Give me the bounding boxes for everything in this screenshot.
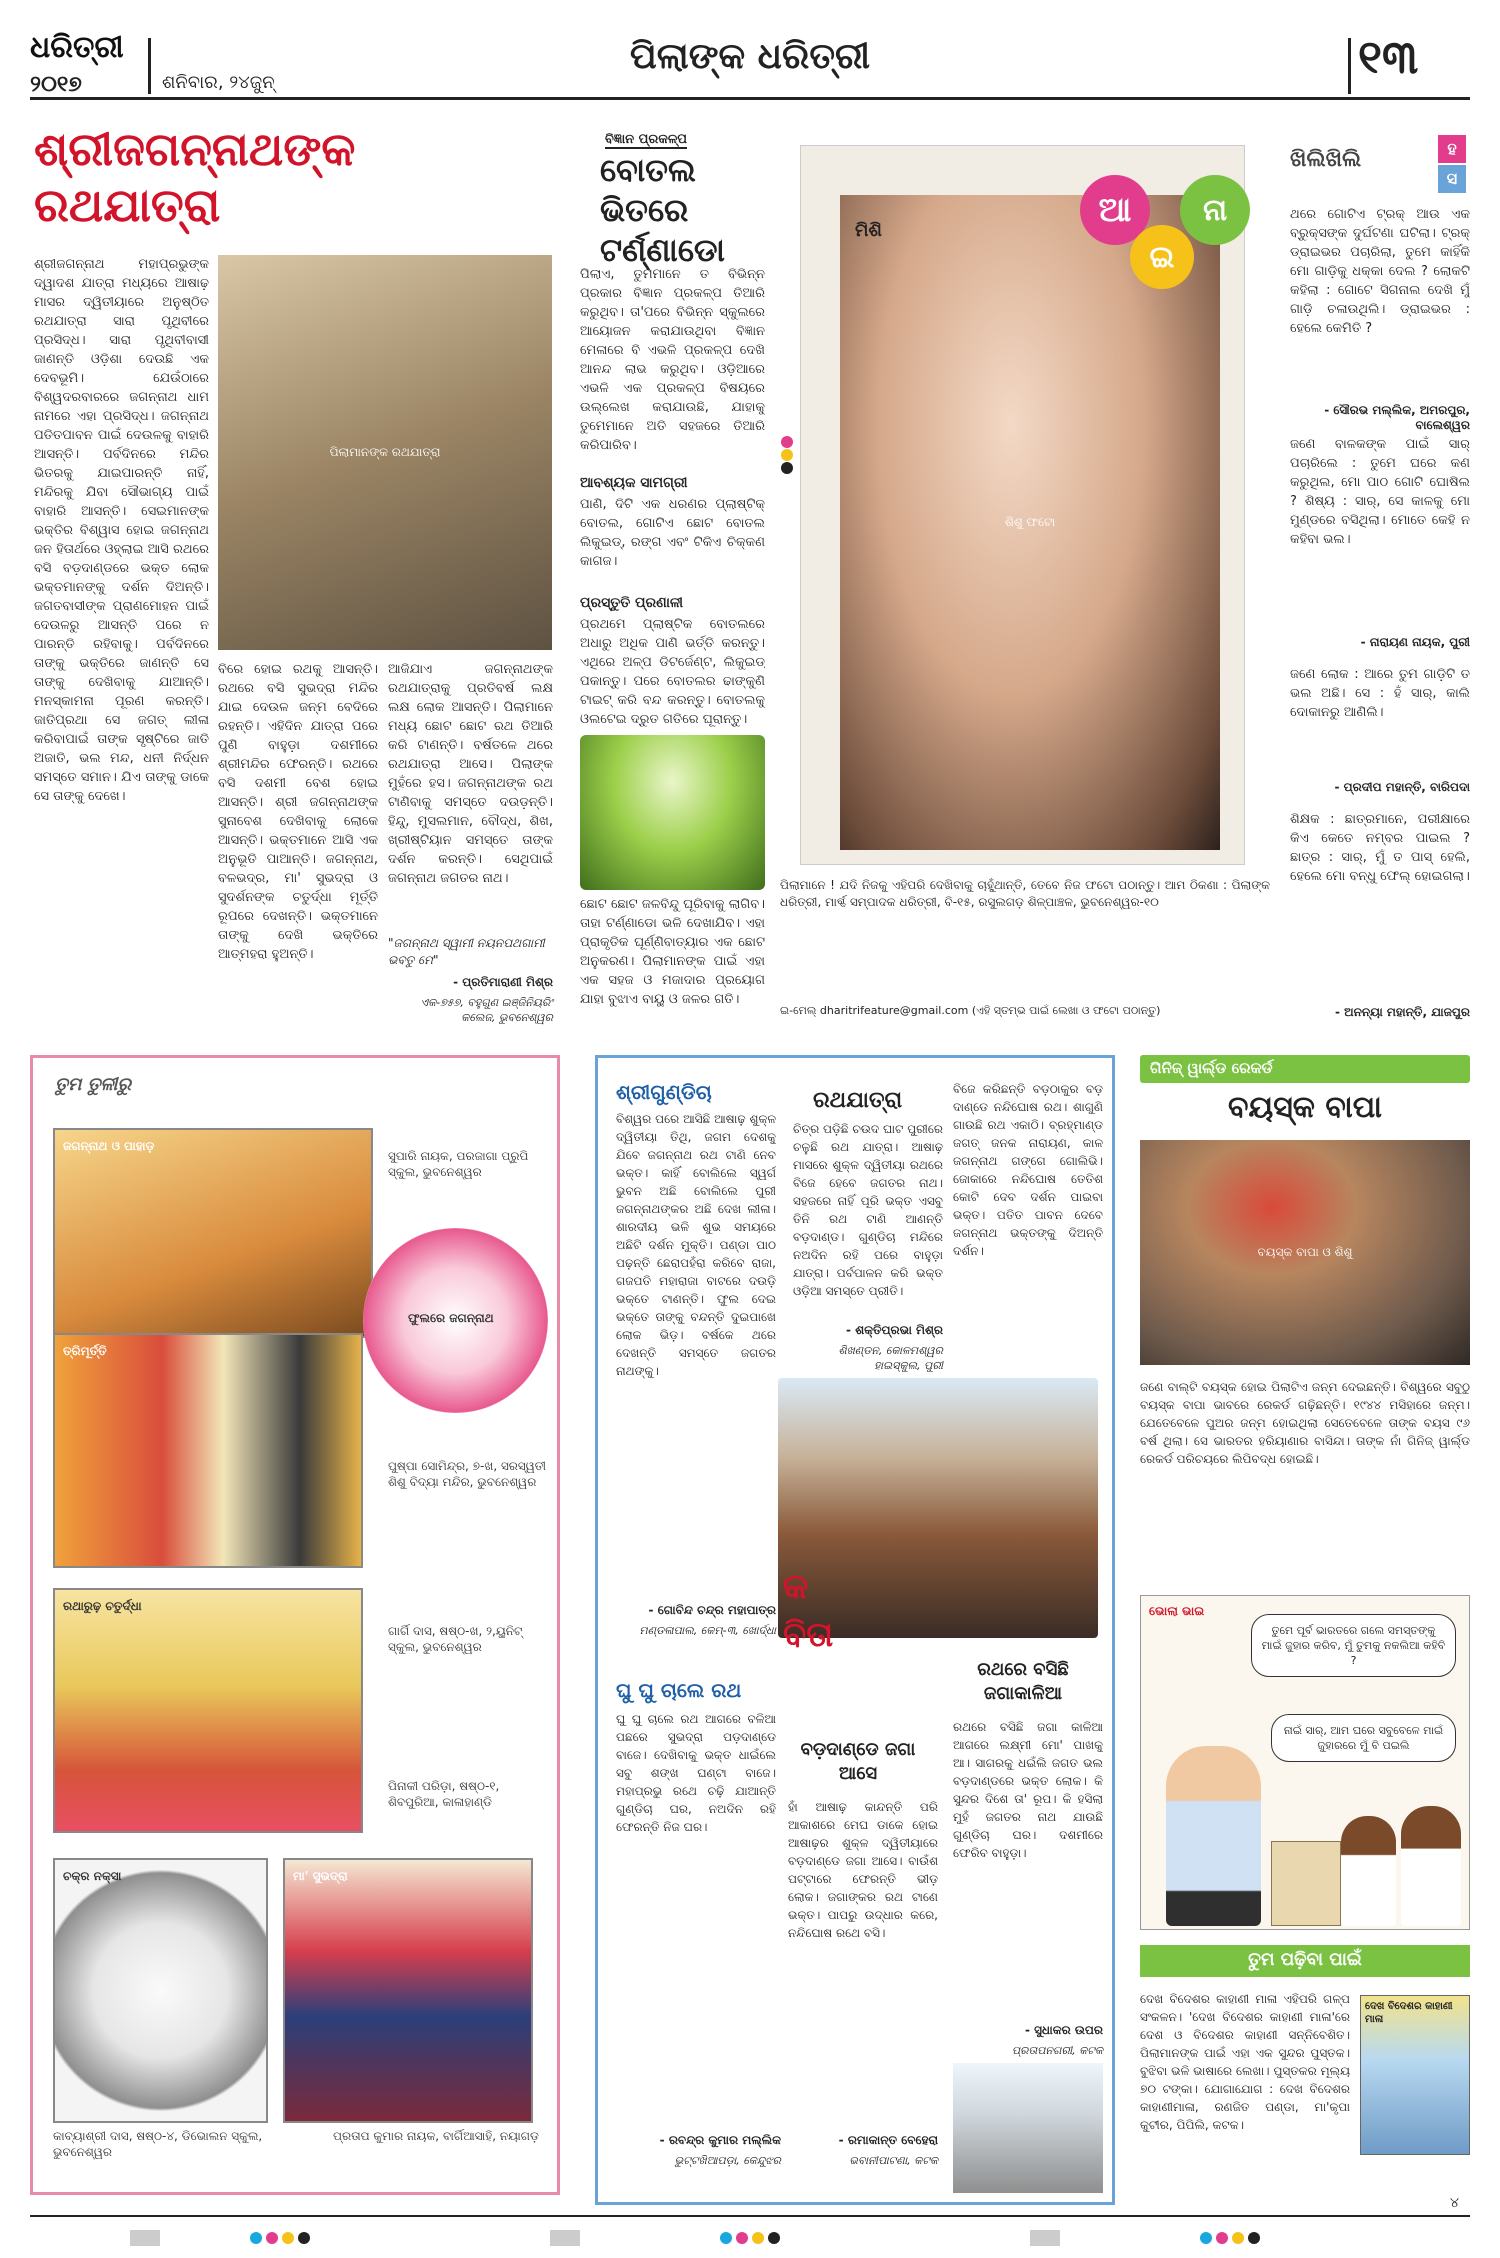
aina-letter-2: ଇ <box>1130 225 1194 289</box>
tumatuli-drawing-4 <box>53 1588 363 1833</box>
guinness-title: ବୟସ୍କ ବାପା <box>1228 1090 1382 1125</box>
badadande-place: ଭବାନୀପାଟଣା, କଟକ <box>849 2154 938 2167</box>
aina-section <box>780 135 1270 1040</box>
tumatuli-drawing-5 <box>53 1858 268 2123</box>
science-bottle-image <box>580 735 765 890</box>
khili-badge-bottom: ସ <box>1438 165 1466 193</box>
khili-joke-1: ଥରେ ଗୋଟିଏ ଟ୍ରକ୍ ଆଉ ଏକ ବ୍ରୁକ୍ସଙ୍କ ଦୁର୍ଘଟଣା ଘଟିଲା। ଟ୍ରକ୍ ଡ୍ରାଇଭର ପଚାରିଲା, ତୁମେ କାହିଁକି ମୋ ଗାଡ଼ିକୁ ଧକ୍କା ଦେଲ ? ଲୋକଟି କହିଲା : ଗୋଟେ ସିଗନାଲ ଦେଖି ମୁଁ ଗାଡ଼ି ଚଳାଉଥିଲି। ଡ୍ରାଇଭର : ହେଲେ କେମିତି ? <box>1290 207 1470 336</box>
header-date: ଶନିବାର, ୨୪ଜୁନ୍ <box>162 72 275 93</box>
tumatuli-drawing-1 <box>53 1128 373 1338</box>
lead-col3: ବିରେ ହୋଇ ରଥକୁ ଆସନ୍ତି। ରଥରେ ବସି ସୁଭଦ୍ରା ମନ୍ଦିର ଯାଇ ଦେଉଳ ଜନ୍ମ ବେଦିରେ ରହନ୍ତି। ଏହିଦିନ ଯାତ୍ରା ପରେ ପୁଣି ବାହୁଡ଼ା ଦଶମୀରେ ଶ୍ରୀମନ୍ଦିର ଫେରନ୍ତି। ରଥରେ ବସି ଦଶମୀ ବେଶ ହୋଇ ଆସନ୍ତି। ଶ୍ରୀ ଜଗନ୍ନାଥଙ୍କ ସୁନାବେଶ ଦେଖିବାକୁ ଲୋକେ ଆସନ୍ତି। ଭକ୍ତମାନେ ଆସି ଏକ ଅନୁଭୂତି ପାଆନ୍ତି। ଜଗନ୍ନାଥ, ବଳଭଦ୍ର, ମା' ସୁଭଦ୍ରା ଓ ସୁଦର୍ଶନଙ୍କ ଚତୁର୍ଦ୍ଧା ମୂର୍ତ୍ତି ରୂପରେ ଦେଖନ୍ତି। ଭକ୍ତମାନେ ତାଙ୍କୁ ଦେଖି ଭକ୍ତିରେ ଆତ୍ମହରା ହୁଅନ୍ତି। <box>218 662 378 962</box>
header <box>30 30 1470 100</box>
khili-joke-3-author: - ପ୍ରଦୀପ ମହାନ୍ତି, ବାରିପଦା <box>1334 780 1470 794</box>
science-method-heading: ପ୍ରସ୍ତୁତି ପ୍ରଣାଳୀ <box>580 595 684 611</box>
rathayatra-place: ଶିଖଣ୍ଡନ, କୋଳମଶ୍ୱର ହାଇସ୍କୁଲ, ପୁରୀ <box>838 1344 943 1372</box>
tumatuli-drawing-5-label: ଚକ୍ର ନକ୍ସା <box>63 1869 122 1883</box>
guinness-photo-label: ବୟସ୍କ ବାପା ଓ ଶିଶୁ <box>1257 1245 1353 1259</box>
cartoon-label: ଭୋଲା ଭାଇ <box>1149 1604 1205 1618</box>
header-year: ୨୦୧୭ <box>30 72 82 97</box>
cartoon-teacher <box>1166 1746 1261 1926</box>
science-materials: ପାଣି, ଦିଟି ଏକ ଧରଣର ପ୍ଲାଷ୍ଟିକ୍ ବୋତଲ, ଗୋଟିଏ ଛୋଟ ବୋତଲ ଲିକୁଇଡ୍, ରଙ୍ଗ ଏବଂ ଟିକିଏ ଚିକ୍କଣ କାଗଜ। <box>580 497 765 569</box>
jagakalia-author: - ସୁଧାକର ଉପର <box>1024 2023 1103 2037</box>
temple-image <box>953 2063 1103 2193</box>
khili-joke-2-author: - ନାରାୟଣ ନାୟକ, ପୁରୀ <box>1360 635 1470 649</box>
tumatuli-credit-5: କାବ୍ୟାଶ୍ରୀ ଦାସ, ଷଷ୍ଠ-୪, ଡିଭୋଲନ ସ୍କୁଲ, ଭୁବନେଶ୍ୱର <box>53 2129 263 2159</box>
kabita-label: କବିତା <box>783 1567 834 1655</box>
reading-text: ଦେଖ ବିଦେଶର କାହାଣୀ ମାଳା ଏହିପରି ଗଳ୍ପ ସଂକଳନ। 'ଦେଖ ବିଦେଶର କାହାଣୀ ମାଳା'ରେ ଦେଶ ଓ ବିଦେଶର କାହାଣୀ ସନ୍ନିବେଶିତ। ପିଲାମାନଙ୍କ ପାଇଁ ଏହା ଏକ ସୁନ୍ଦର ପୁସ୍ତକ। ବୁଝିବା ଭଳି ଭାଷାରେ ଲେଖା। ପୁସ୍ତକର ମୂଲ୍ୟ ୭୦ ଟଙ୍କା। ଯୋଗାଯୋଗ : ଦେଖ ବିଦେଶର କାହାଣୀମାଳା, ରଣଜିତ ପଣ୍ଡା, ମା'କୃପା କୁଟୀର, ପିପିଲି, କଟକ। <box>1140 1992 1350 2132</box>
lead-quote: "ଜଗନ୍ନାଥ ସ୍ୱାମୀ ନୟନପଥଗାମୀ ଭବତୁ ମେ" <box>388 936 545 967</box>
lead-photo-label: ପିଲାମାନଙ୍କ ରଥଯାତ୍ରା <box>329 445 441 459</box>
gundicha-place: ମଣ୍ଡଳାପାଲ, କେମ୍‌-୩, ଖୋର୍ଦ୍ଧା <box>639 1624 776 1637</box>
aina-dots <box>780 435 800 479</box>
jagakalia-place: ପ୍ରତାପନଗରୀ, କଟକ <box>1011 2044 1103 2057</box>
badadande-title: ବଡ଼ଦାଣ୍ଡେ ଜଗା ଆସେ <box>800 1739 916 1784</box>
tumatuli-credit-3: ଗାର୍ଗି ଦାସ, ଷଷ୍ଠ-ଖ, ୨,ୟୁନିଟ୍ ସ୍କୁଲ, ଭୁବନେଶ୍ୱର <box>388 1624 523 1654</box>
tumatuli-title: ତୁମ ତୁଳୀରୁ <box>55 1074 131 1095</box>
chaka-title: ଘୁ ଘୁ ଚାଲେ ରଥ <box>616 1678 742 1702</box>
masthead-logo: ଧରିତ୍ରୀ <box>30 30 124 65</box>
khili-joke-4: ଶିକ୍ଷକ : ଛାତ୍ରମାନେ, ପରୀକ୍ଷାରେ କିଏ କେତେ ନମ୍ବର ପାଇଲ ? ଛାତ୍ର : ସାର୍, ମୁଁ ତ ପାସ୍ ହେଲି, ହେଲେ ମୋ ବନ୍ଧୁ ଫେଲ୍ ହୋଇଗଲା। <box>1290 812 1470 884</box>
cartoon-bubble-1: ତୁମେ ପୂର୍ବ ଭାରତରେ ଗଲେ ସମସ୍ତଙ୍କୁ ମାଇଁ ଜୁହାର କରିବ, ମୁଁ ତୁମକୁ ନକଲିଆ କହିବି ? <box>1251 1614 1456 1677</box>
cartoon-student-1 <box>1341 1816 1396 1926</box>
lead-col4: ଆଜିଯାଏ ଜଗନ୍ନାଥଙ୍କ ରଥଯାତ୍ରାକୁ ପ୍ରତିବର୍ଷ ଲକ୍ଷ ଲକ୍ଷ ଲୋକ ଆସନ୍ତି। ପିଲାମାନେ ମଧ୍ୟ ଛୋଟ ଛୋଟ ରଥ ତିଆରି କରି ଟାଣନ୍ତି। ବର୍ଷତଳେ ଥରେ ରଥଯାତ୍ରା ଆସେ। ପିଲାଙ୍କ ମୁହଁରେ ହସ। ଜଗନ୍ନାଥଙ୍କ ରଥ ଟାଣିବାକୁ ସମସ୍ତେ ଦଉଡ଼ନ୍ତି। ହିନ୍ଦୁ, ମୁସଲମାନ, ବୌଦ୍ଧ, ଶିଖ, ଖ୍ରୀଷ୍ଟିୟାନ ସମସ୍ତେ ତାଙ୍କ ଦର୍ଶନ କରନ୍ତି। ସେଥିପାଇଁ ଜଗନ୍ନାଥ ଜଗତର ନାଥ। <box>388 662 553 886</box>
cartoon-panel <box>1140 1595 1470 1930</box>
gundicha-text: ବିଶ୍ୱର ପରେ ଆସିଛି ଆଷାଢ଼ ଶୁକ୍ଳ ଦ୍ୱିତୀୟା ତିଥି, ଜଗମ ଦେଶକୁ ଯିବେ ଜଗନ୍ନାଥ ରଥ ଟାଣି ନେବ ଭକ୍ତ। କାହିଁ ବୋଲିଲେ ସ୍ୱର୍ଗ ଭୁବନ ଅଛି ବୋଲିଲେ ପୁରୀ ଜଗନ୍ନାଥଙ୍କର ଅଛି ଦେଖ ଲୀଳା। ଶାରଦୀୟ ଭଳି ଶୁଭ ସମୟରେ ଅଛିଟି ଦର୍ଶନ ମୁକ୍ତି। ପଣ୍ଡା ପାଠ ପଢ଼ନ୍ତି ଛେରାପହଁରା କରିବେ ରାଜା, ଗଜପତି ମହାରାଜା ବାଟରେ ଦଉଡ଼ି ଭକ୍ତେ ଟାଣନ୍ତି। ଫୁଲ ଦେଇ ଭକ୍ତେ ତାଙ୍କୁ ବନ୍ଦନ୍ତି ଦୁଇପାଖେ ଲୋକ ଭିଡ଼। ବର୍ଷକେ ଥରେ ଦେଖନ୍ତି ସମସ୍ତେ ଜଗତର ନାଥଙ୍କୁ। <box>616 1112 776 1378</box>
aina-caption: ପିଲାମାନେ ! ଯଦି ନିଜକୁ ଏହିପରି ଦେଖିବାକୁ ଚାହୁଁଥାନ୍ତି, ତେବେ ନିଜ ଫଟୋ ପଠାନ୍ତୁ। ଆମ ଠିକଣା : ପିଲାଙ୍କ ଧରିତ୍ରୀ, ମାର୍ଗ୍ଦ ସମ୍ପାଦକ ଧରିତ୍ରୀ, ବି-୧୫, ରସୁଲଗଡ଼ ଶିଳ୍ପାଞ୍ଚଳ, ଭୁବନେଶ୍ୱର-୧୦ <box>780 878 1270 909</box>
chaka-place: ଭୁଟ୍ଟଖିଆପଡ଼ା, କେନ୍ଦୁଝର <box>674 2154 781 2167</box>
badadande-text: ହାଁ ଆଷାଢ଼ କାନ୍ଦନ୍ତି ପରି ଆକାଶରେ ମେଘ ଡାକେ ହୋଇ ଆଷାଢ଼ର ଶୁକ୍ଳ ଦ୍ୱିତୀୟାରେ ବଡ଼ଦାଣ୍ଡେ ଜଗା ଆସେ। ବାଉଁଶ ପଟ୍ଟାରେ ଫେରନ୍ତି ଭୀଡ଼ ଲୋକ। ଜଗାଙ୍କର ରଥ ଟାଣେ ଭକ୍ତ। ପାପରୁ ଉଦ୍ଧାର କରେ, ନନ୍ଦିଘୋଷ ରଥେ ବସି। <box>788 1800 938 1940</box>
aina-photo <box>840 195 1220 850</box>
science-intro: ପିଲାଏ, ତୁମମାନେ ତ ବିଭିନ୍ନ ପ୍ରକାର ବିଜ୍ଞାନ ପ୍ରକଳ୍ପ ତିଆରି କରୁଥିବ। ତା'ପରେ ବିଭିନ୍ନ ସ୍କୁଲରେ ଆୟୋଜନ କରାଯାଉଥିବା ବିଜ୍ଞାନ ମେଳାରେ ବି ଏଭଳି ପ୍ରକଳ୍ପ ଦେଖି ଆନନ୍ଦ ଲାଭ କରୁଥିବ। ଓଡ଼ିଆରେ ଏଭଳି ଏକ ପ୍ରକଳ୍ପ ବିଷୟରେ ଉଲ୍ଲେଖ କରାଯାଉଛି, ଯାହାକୁ ତୁମେମାନେ ଅତି ସହଜରେ ତିଆରି କରିପାରିବ। <box>580 267 765 453</box>
reading-book-cover <box>1360 1995 1470 2155</box>
header-divider-right <box>1348 38 1351 94</box>
science-kicker: ବିଜ୍ଞାନ ପ୍ରକଳ୍ପ <box>605 132 687 147</box>
lead-col1: ଶ୍ରୀଜଗନ୍ନାଥ ମହାପ୍ରଭୁଙ୍କ ଦ୍ୱାଦଶ ଯାତ୍ରା ମଧ୍ୟରେ ଆଷାଢ଼ ମାସର ଦ୍ୱିତୀୟାରେ ଅନୁଷ୍ଠିତ ରଥଯାତ୍ରା ସାରା ପୃଥିବୀରେ ପ୍ରସିଦ୍ଧ। ସାରା ପୃଥିବୀବାସୀ ଜାଣନ୍ତି ଓଡ଼ିଶା ଦେଉଛି ଏକ ଦେବଭୂମି। ଯେଉଁଠାରେ ବିଶ୍ୱଦରବାରରେ ଜଗନ୍ନାଥ ଧାମ ନାମରେ ଏହା ପ୍ରସିଦ୍ଧ। ଜଗନ୍ନାଥ ପତିତପାବନ ପାଇଁ ଦେଉଳକୁ ବାହାରି ଆସନ୍ତି। ପର୍ବଦିନରେ ମନ୍ଦିର ଭିତରକୁ ଯାଇପାରନ୍ତି ନାହିଁ, ମନ୍ଦିରକୁ ଯିବା ସୌଭାଗ୍ୟ ପାଇଁ ବାହାରି ଆସନ୍ତି। ସେଇମାନଙ୍କ ଭକ୍ତିର ବିଶ୍ୱାସ ହୋଇ ଜଗନ୍ନାଥ ଜନ ହିତାର୍ଥରେ ଓହ୍ଲାଇ ଆସି ରଥରେ ବସି ବଡ଼ଦାଣ୍ଡରେ ଭକ୍ତ ଲୋକ ଭକ୍ତମାନଙ୍କୁ ଦର୍ଶନ ଦିଅନ୍ତି। ଜଗତବାସୀଙ୍କ ପ୍ରାଣମୋହନ ପାଇଁ ଦେଉଳରୁ ଆସନ୍ତି ପରେ ନ ପାରନ୍ତି ରହିବାକୁ। ପର୍ବଦିନରେ ତାଙ୍କୁ ଭକ୍ତିରେ ଜାଣନ୍ତି ସେ ତାଙ୍କୁ ଦେଖିବାକୁ ଯାଆନ୍ତି। ମନସ୍କାମନା ପୂରଣ କରନ୍ତି। ଜାତିପ୍ରଥା ସେ ଜଗତ୍ ଲୀଳା କରିବାପାଇଁ ତାଙ୍କ ସୃଷ୍ଟିରେ ଜାତି ଅଜାତି, ଭଲ ମନ୍ଦ, ଧନୀ ନିର୍ଦ୍ଧନ ସମସ୍ତେ ସମାନ। ଯିଏ ତାଙ୍କୁ ଡାକେ ସେ ତାଙ୍କୁ ଦେଖେ। <box>34 257 209 804</box>
tumatuli-drawing-6 <box>283 1858 533 2123</box>
jagakalia-title: ରଥରେ ବସିଛି ଜଗାକାଳିଆ <box>977 1659 1069 1704</box>
khili-joke-2: ଜଣେ ବାଳକଙ୍କ ପାଇଁ ସାର୍ ପଚାରିଲେ : ତୁମେ ଘରେ କଣ କରୁଥିଲ, ମୋ ପାଠ ଗୋଟି ଘୋଷିଲ ? ଶିଷ୍ୟ : ସାର୍, ସେ କାଳକୁ ମୋ ମୁଣ୍ଡରେ ବସିଥିଲା। ମୋତେ କେହି ନ କହିବା ଭଲ। <box>1290 437 1470 547</box>
guinness-text: ଜଣେ ବାଲ୍ଟି ବୟସ୍କ ହୋଇ ପିଲାଟିଏ ଜନ୍ମ ଦେଇଛନ୍ତି। ବିଶ୍ୱରେ ସବୁଠୁ ବୟସ୍କ ବାପା ଭାବରେ ରେକର୍ଡ ଗଢ଼ିଛନ୍ତି। ୧୯୪୪ ମସିହାରେ ଜନ୍ମ। ଯେତେବେଳେ ପୁଅର ଜନ୍ମ ହୋଇଥିଲା ସେତେବେଳେ ତାଙ୍କ ବୟସ ୯୬ ବର୍ଷ ଥିଲା। ସେ ଭାରତର ହରିୟାଣାର ବାସିନ୍ଦା। ତାଙ୍କ ନାଁ ଗିନିଜ୍ ୱାର୍ଲ୍ଡ ରେକର୍ଡ ପରିଚୟରେ ଲିପିବଦ୍ଧ ହୋଇଛି। <box>1140 1380 1470 1466</box>
khili-section <box>1290 135 1470 1040</box>
rathayatra-title: ରଥଯାତ୍ରା <box>813 1088 903 1113</box>
tumatuli-credit-4: ପିନାକୀ ପରିଡ଼ା, ଷଷ୍ଠ-୧, ଶିବପୁରିଆ, କାଳାହାଣ୍ଡି <box>388 1779 500 1809</box>
aina-letter-1: ଆ <box>1080 175 1150 245</box>
tumatuli-drawing-6-label: ମା' ସୁଭଦ୍ରା <box>293 1869 348 1883</box>
lead-headline: ଶ୍ରୀଜଗନ୍ନାଥଙ୍କ ରଥଯାତ୍ରା <box>34 122 356 232</box>
science-method: ପ୍ରଥମେ ପ୍ଲାଷ୍ଟିକ ବୋତଲରେ ଅଧାରୁ ଅଧିକ ପାଣି ଭର୍ତ୍ତି କରନ୍ତୁ। ଏଥିରେ ଅଳ୍ପ ଡିଟର୍ଜେଣ୍ଟ, ଲିକୁଇଡ୍ ପକାନ୍ତୁ। ପରେ ବୋତଲର ଢାଙ୍କୁଣି ଟାଇଟ୍ କରି ବନ୍ଦ କରନ୍ତୁ। ବୋତଲକୁ ଓଲଟେଇ ଦ୍ରୁତ ଗତିରେ ଘୂରାନ୍ତୁ। <box>580 617 765 727</box>
tumatuli-drawing-4-label: ରଥାରୁଢ଼ ଚତୁର୍ଦ୍ଧା <box>63 1599 142 1613</box>
tumatuli-drawing-3 <box>53 1333 363 1568</box>
tumatuli-credit-6: ପ୍ରତାପ କୁମାର ନାୟକ, ବାର୍ଗିଆସାହି, ନୟାଗଡ଼ <box>333 2129 539 2143</box>
poems-col3: ବିଜେ କରିଛନ୍ତି ବଡ଼ଠାକୁର ବଡ଼ ଦାଣ୍ଡେ ନନ୍ଦିଘୋଷ ରଥ। ଶାଗୁଣି ଗାଉଛି ରଥ ଏକାଠି। ବ୍ରହ୍ମାଣ୍ଡ ଜଗତ୍ ଜନକ ନାରାୟଣ, କାଳ ଜଗନ୍ନାଥ ଗଙ୍ଗେ ଗୋଲିଭି। ଜୋକାରେ ନନ୍ଦିଘୋଷ ତେତିଶ କୋଟି ଦେବ ଦର୍ଶନ ପାଇବା ଭକ୍ତ। ପତିତ ପାବନ ଦେବେ ଜଗନ୍ନାଥ ଭକ୍ତଙ୍କୁ ଦିଅନ୍ତି ଦର୍ଶନ। <box>953 1082 1103 1258</box>
tumatuli-drawing-2-label: ଫୁଲରେ ଜଗନ୍ନାଥ <box>408 1311 494 1325</box>
jagakalia-text: ରଥରେ ବସିଛି ଜଗା କାଳିଆ ଆଗରେ ଲକ୍ଷ୍ମୀ ମୋ' ପାଖକୁ ଆ। ସାଗରକୁ ଧଇଁଲି ଜଗତ ଭଲ ବଡ଼ଦାଣ୍ଡରେ ଭକ୍ତ ଲୋକ। କି ସୁନ୍ଦର ଦିଶେ ତା' ରୂପ। କି ହସିଲା ମୁହଁ ଜଗତର ନାଥ ଯାଉଛି ଗୁଣ୍ଡିଚା ଘର। ଦଶମୀରେ ଫେରିବ ବାହୁଡ଼ା। <box>953 1720 1103 1860</box>
rathayatra-text: ଚିତ୍ର ପଡ଼ିଛି ଚଉଦ ଘାଟ ପୁରୀରେ ଚଳୁଛି ରଥ ଯାତ୍ରା। ଆଷାଢ଼ ମାସରେ ଶୁକ୍ଳ ଦ୍ୱିତୀୟା ରଥରେ ବିଜେ ହେବେ ଜଗତର ନାଥ। ସହଜରେ ନାହିଁ ପୂରି ଭକ୍ତ ଏସବୁ ତିନି ରଥ ଟାଣି ଆଣନ୍ତି ବଡ଼ଦାଣ୍ଡ। ଗୁଣ୍ଡିଚା ମନ୍ଦିରେ ନଅଦିନ ରହି ପରେ ବାହୁଡ଼ା ଯାତ୍ରା। ପର୍ବପାଳନ କରି ଭକ୍ତ ଓଡ଼ିଆ ସମସ୍ତେ ପ୍ରୀତି। <box>793 1122 943 1298</box>
section-title: ପିଲାଙ୍କ ଧରିତ୍ରୀ <box>629 36 871 77</box>
tumatuli-box <box>30 1055 560 2195</box>
science-result: ଛୋଟ ଛୋଟ ଜଳବିନ୍ଦୁ ଘୂରିବାକୁ ଲାଗିବ। ତାହା ଟର୍ଣ୍ଣାଡୋ ଭଳି ଦେଖାଯିବ। ଏହା ପ୍ରାକୃତିକ ଘୂର୍ଣ୍ଣିବାତ୍ୟାର ଏକ ଛୋଟ ଅନୁକରଣ। ପିଲାମାନଙ୍କ ପାଇଁ ଏହା ଏକ ସହଜ ଓ ମଜାଦାର ପ୍ରୟୋଗ ଯାହା ବୁଝାଏ ବାୟୁ ଓ ଜଳର ଗତି। <box>580 897 765 1007</box>
khili-title: ଖିଲିଖିଲି <box>1290 147 1362 172</box>
science-materials-heading: ଆବଶ୍ୟକ ସାମଗ୍ରୀ <box>580 475 688 491</box>
cartoon-bubble-2: ନାଇଁ ସାର୍, ଆମ ଘରେ ସବୁବେଳେ ମାଇଁ ଜୁହାରରେ ମୁଁ ବି ପଇଲି <box>1271 1714 1456 1762</box>
aina-child-name: ମିଶି <box>855 220 882 241</box>
guinness-banner: ଗିନିଜ୍ ୱାର୍ଲ୍ଡ ରେକର୍ଡ <box>1140 1055 1470 1083</box>
reading-book-title: ଦେଖ ବିଦେଶର କାହାଣୀ ମାଳା <box>1365 2001 1453 2025</box>
chaka-text: ଘୁ ଘୁ ଚାଲେ ରଥ ଆଗରେ ବଳିଆ ପଛରେ ସୁଭଦ୍ରା ପଡ଼ଦାଣ୍ଡେ ବାଜେ। ଦେଖିବାକୁ ଭକ୍ତ ଧାଇଁଲେ ସବୁ ଶଙ୍ଖ ଘଣ୍ଟା ବାଜେ। ମହାପ୍ରଭୁ ରଥେ ଚଢ଼ି ଯାଆନ୍ତି ଗୁଣ୍ଡିଚା ଘର, ନଅଦିନ ରହି ଫେରନ୍ତି ନିଜ ଘର। <box>616 1712 776 1834</box>
cartoon-student-2 <box>1401 1806 1461 1926</box>
chaka-author: - ରବନ୍ଦ୍ର କୁମାର ମଲ୍ଲିକ <box>659 2133 781 2147</box>
aina-photo-label: ଶିଶୁ ଫଟୋ <box>1004 515 1056 529</box>
tumatuli-drawing-1-label: ଜଗନ୍ନାଥ ଓ ପାହାଡ଼ <box>63 1139 155 1153</box>
khili-joke-3: ଜଣେ ଲୋକ : ଆରେ ତୁମ ଗାଡ଼ିଟି ତ ଭଲ ଅଛି। ସେ : ହଁ ସାର୍, କାଲି ଦୋକାନରୁ ଆଣିଲି। <box>1290 667 1470 720</box>
lead-photo <box>218 255 552 650</box>
khili-joke-1-author: - ସୌରଭ ମଲ୍ଲିକ, ଅମରପୁର, ବାଲେଶ୍ୱର <box>1324 403 1470 432</box>
khili-joke-4-author: - ଅନନ୍ୟା ମହାନ୍ତି, ଯାଜପୁର <box>1334 1005 1470 1019</box>
page-number: ୧୩ <box>1358 30 1419 84</box>
badadande-author: - ରମାକାନ୍ତ ବେହେରା <box>838 2133 938 2147</box>
gundicha-title: ଶ୍ରୀଗୁଣ୍ଡିଚା <box>616 1080 712 1104</box>
khili-badge-top: ହ <box>1438 135 1466 163</box>
cartoon-desk <box>1271 1841 1341 1926</box>
rathayatra-author: - ଶକ୍ତିପ୍ରଭା ମିଶ୍ର <box>846 1323 943 1337</box>
footer-registration-marks <box>30 2230 1470 2250</box>
reading-banner: ତୁମ ପଢ଼ିବା ପାଇଁ <box>1140 1945 1470 1977</box>
aina-email: ଇ-ମେଲ୍ dharitrifeature@gmail.com (ଏହି ସ୍ତମ୍ଭ ପାଇଁ ଲେଖା ଓ ଫଟୋ ପଠାନ୍ତୁ) <box>780 1004 1161 1017</box>
lead-author-place: ଏକ-୭୫୭, ବହୁଗୁଣ ଇଞ୍ଜିନିୟରିଂ କଲେଜ, ଭୁବନେଶ୍ୱର <box>420 996 553 1024</box>
science-title: ବୋତଲ ଭିତରେ ଟର୍ଣ୍ଣାଡୋ <box>600 151 725 269</box>
guinness-photo <box>1140 1140 1470 1365</box>
footer-page-number: ୪ <box>1450 2195 1459 2211</box>
tumatuli-drawing-3-label: ତ୍ରିମୂର୍ତ୍ତି <box>63 1344 107 1358</box>
lead-author: - ପ୍ରତିମାରାଣୀ ମିଶ୍ର <box>453 975 553 989</box>
tumatuli-credit-1: ସୁପାରି ନାୟକ, ପରଜାଗା ପ୍ରୁପି ସ୍କୁଲ, ଭୁବନେଶ୍ୱର <box>388 1149 529 1179</box>
footer-rule <box>30 2215 1470 2217</box>
poems-box <box>595 1055 1115 2205</box>
tumatuli-credit-2: ପୁଷ୍ପା ସୋମିନ୍ଦ୍ର, ୭-ଖ, ସରସ୍ୱତୀ ଶିଶୁ ବିଦ୍ୟା ମନ୍ଦିର, ଭୁବନେଶ୍ୱର <box>388 1459 546 1489</box>
aina-letter-3: ନା <box>1180 175 1250 245</box>
gundicha-author: - ଗୋବିନ୍ଦ ଚନ୍ଦ୍ର ମହାପାତ୍ର <box>648 1603 776 1617</box>
